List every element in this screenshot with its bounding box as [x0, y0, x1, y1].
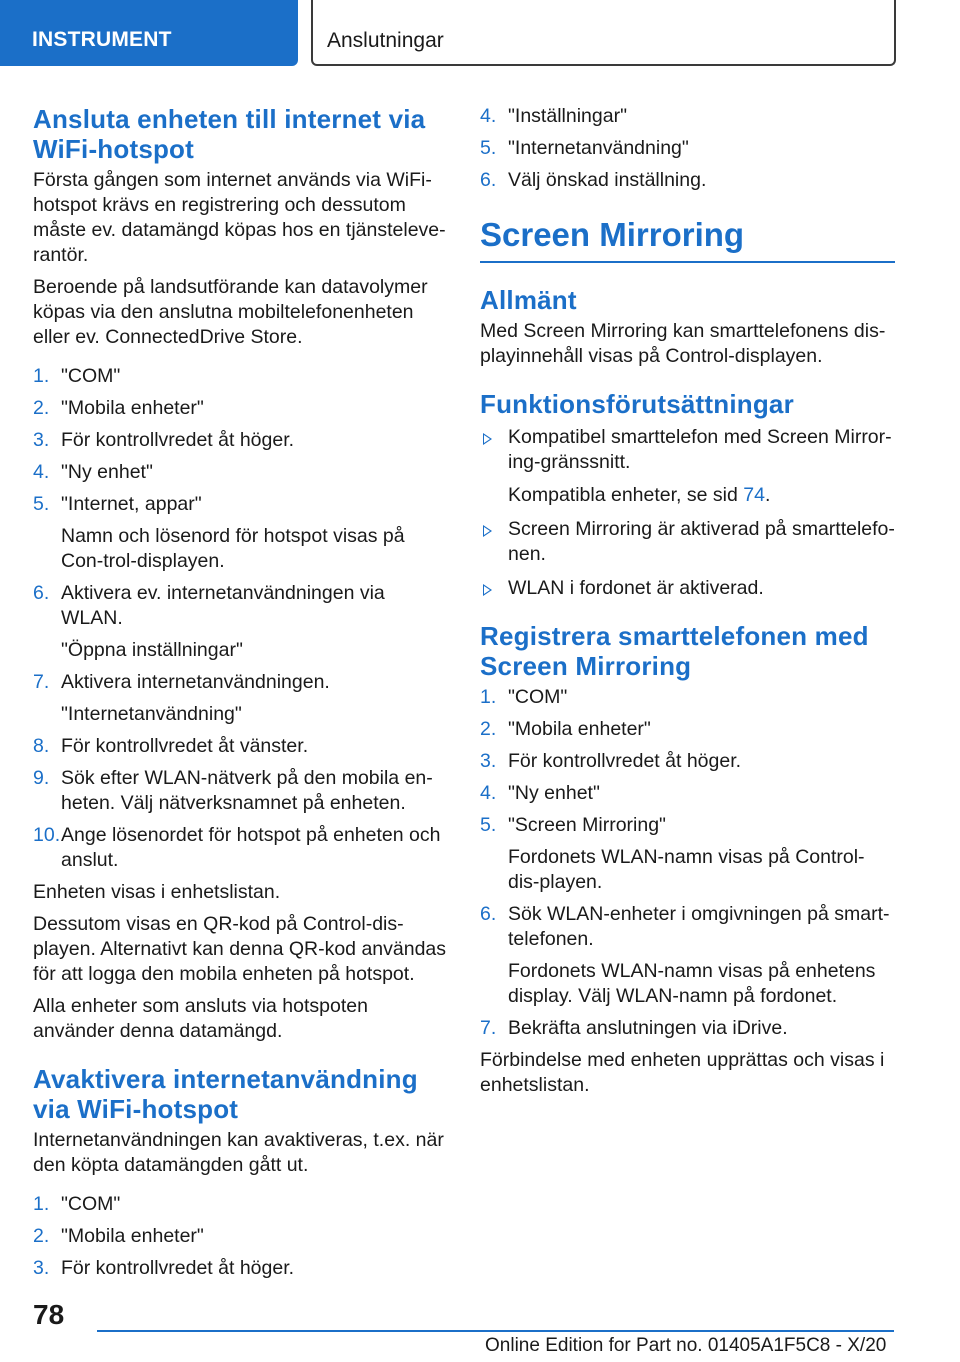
paragraph: Förbindelse med enheten upprättas och visas i enhetslistan.: [480, 1049, 885, 1096]
list-item: [480, 813, 895, 895]
chapter-label: Anslutningar: [327, 29, 444, 52]
step-text: "Mobila enheter": [508, 718, 651, 740]
step-text: "Mobila enheter": [61, 1225, 204, 1247]
triangle-bullet-icon: [483, 433, 492, 445]
heading-line: via WiFi-hotspot: [33, 1094, 239, 1124]
step-number: 6.: [480, 169, 497, 191]
step-text: Aktivera ev. internetanvändningen via WLAN.: [61, 582, 385, 629]
step-text: För kontrollvredet åt vänster.: [61, 735, 309, 757]
step-text: Sök WLAN-enheter i omgivningen på smart-telefonen.: [508, 903, 890, 950]
step-number: 8.: [33, 735, 50, 757]
step-text: "Mobila enheter": [61, 397, 204, 419]
list-item: [480, 576, 895, 601]
list-item: [33, 823, 448, 873]
paragraph: Dessutom visas en QR-kod på Control-dis-playen. Alternativt kan denna QR-kod användas för att logga den mobila enheten på hotspot.: [33, 913, 447, 985]
page-link[interactable]: 74: [743, 484, 765, 506]
section-tab: [0, 0, 298, 66]
paragraph: Första gången som internet används via WiFi-hotspot krävs en registrering och dessutom måste ev. datamängd köpas hos en tjänsteleve-rantör.: [33, 169, 446, 266]
step-text: "Ny enhet": [508, 782, 600, 804]
list-item: [480, 902, 895, 1009]
step-number: 3.: [480, 750, 497, 772]
list-item: [33, 1256, 448, 1281]
bullet-text: WLAN i fordonet är aktiverad.: [508, 577, 764, 599]
heading-requirements: Funktionsförutsättningar: [480, 389, 794, 419]
heading-line: Avaktivera internetanvändning: [33, 1064, 418, 1094]
list-item: [33, 492, 448, 574]
heading-line: WiFi-hotspot: [33, 134, 195, 164]
list-item: [33, 581, 448, 663]
sub-text: Kompatibla enheter, se sid: [508, 484, 744, 506]
step-number: 1.: [33, 365, 50, 387]
step-text: "Inställningar": [508, 105, 627, 127]
list-item: [480, 517, 895, 567]
step-number: 4.: [480, 782, 497, 804]
section-label: INSTRUMENT: [32, 28, 172, 51]
step-sub: Fordonets WLAN-namn visas på Control-dis-playen.: [508, 846, 865, 893]
list-item: [33, 396, 448, 421]
list-item: [33, 1192, 448, 1217]
step-number: 3.: [33, 429, 50, 451]
step-number: 1.: [480, 686, 497, 708]
list-item: [480, 685, 895, 710]
bullet-text: Screen Mirroring är aktiverad på smarttelefo-nen.: [508, 518, 895, 565]
step-number: 9.: [33, 767, 50, 789]
step-text: "COM": [508, 686, 568, 708]
step-text: Bekräfta anslutningen via iDrive.: [508, 1017, 788, 1039]
heading-line: Screen Mirroring: [480, 651, 692, 681]
step-number: 10.: [33, 824, 61, 846]
step-sub: Fordonets WLAN-namn visas på enhetens display. Välj WLAN-namn på fordonet.: [508, 960, 876, 1007]
list-item: [33, 670, 448, 727]
step-number: 6.: [33, 582, 50, 604]
list-item: [480, 136, 895, 161]
paragraph: Internetanvändningen kan avaktiveras, t.ex. när den köpta datamängden gått ut.: [33, 1129, 444, 1176]
bullet-sub: [508, 483, 895, 508]
step-number: 7.: [33, 671, 50, 693]
triangle-bullet-icon: [483, 584, 492, 596]
step-text: "Internet, appar": [61, 493, 202, 515]
list-item: [33, 428, 448, 453]
list-item: [480, 104, 895, 129]
step-text: "Screen Mirroring": [508, 814, 666, 836]
list-item: [33, 766, 448, 816]
step-number: 7.: [480, 1017, 497, 1039]
step-text: "Internetanvändning": [508, 137, 689, 159]
step-text: "COM": [61, 365, 121, 387]
step-number: 2.: [480, 718, 497, 740]
step-number: 5.: [480, 814, 497, 836]
list-item: [480, 168, 895, 193]
list-item: [33, 460, 448, 485]
step-number: 5.: [33, 493, 50, 515]
list-item: [33, 734, 448, 759]
list-item: [480, 781, 895, 806]
bullet-text: Kompatibel smarttelefon med Screen Mirror-ing-gränssnitt.: [508, 426, 892, 473]
step-number: 4.: [480, 105, 497, 127]
heading-screen-mirroring: Screen Mirroring: [480, 215, 895, 263]
chapter-tab: [311, 0, 896, 66]
step-text: Välj önskad inställning.: [508, 169, 707, 191]
list-item: [480, 717, 895, 742]
list-item: [480, 749, 895, 774]
step-text: Ange lösenordet för hotspot på enheten och anslut.: [61, 824, 441, 871]
list-item: [480, 1016, 895, 1041]
step-text: Sök efter WLAN-nätverk på den mobila en-heten. Välj nätverksnamnet på enheten.: [61, 767, 433, 814]
page-number: 78: [33, 1299, 65, 1330]
step-number: 1.: [33, 1193, 50, 1215]
step-text: För kontrollvredet åt höger.: [61, 429, 295, 451]
step-sub: "Internetanvändning": [61, 703, 242, 725]
paragraph: Beroende på landsutförande kan datavolymer köpas via den anslutna mobiltelefonenheten eller ev. ConnectedDrive Store.: [33, 276, 428, 348]
heading-deactivate: [33, 1064, 448, 1124]
heading-line: Registrera smarttelefonen med: [480, 621, 869, 651]
list-item: [33, 1224, 448, 1249]
paragraph: Med Screen Mirroring kan smarttelefonens dis-playinnehåll visas på Control-displayen.: [480, 320, 886, 367]
step-text: "COM": [61, 1193, 121, 1215]
step-number: 4.: [33, 461, 50, 483]
step-number: 2.: [33, 397, 50, 419]
steps-list: [480, 104, 895, 193]
step-number: 3.: [33, 1257, 50, 1279]
list-item: [33, 364, 448, 389]
step-number: 6.: [480, 903, 497, 925]
right-column: [480, 104, 895, 1105]
step-text: Aktivera internetanvändningen.: [61, 671, 330, 693]
steps-list: [33, 1192, 448, 1281]
step-number: 2.: [33, 1225, 50, 1247]
edition-text: Online Edition for Part no. 01405A1F5C8 - X/20: [485, 1335, 887, 1356]
steps-list: [480, 685, 895, 1041]
step-text: För kontrollvredet åt höger.: [508, 750, 742, 772]
left-column: [33, 104, 448, 1288]
footer-divider: [97, 1330, 894, 1332]
sub-text: .: [764, 484, 771, 506]
triangle-bullet-icon: [483, 525, 492, 537]
paragraph: Enheten visas i enhetslistan.: [33, 881, 281, 903]
requirements-list: [480, 425, 895, 601]
step-text: "Ny enhet": [61, 461, 153, 483]
steps-list: [33, 364, 448, 873]
step-number: 5.: [480, 137, 497, 159]
paragraph: Alla enheter som ansluts via hotspoten använder denna datamängd.: [33, 995, 368, 1042]
heading-general: Allmänt: [480, 285, 577, 315]
heading-line: Ansluta enheten till internet via: [33, 104, 426, 134]
heading-wifi-hotspot: [33, 104, 448, 164]
list-item: [480, 425, 895, 508]
step-sub: "Öppna inställningar": [61, 639, 243, 661]
step-text: För kontrollvredet åt höger.: [61, 1257, 295, 1279]
heading-register: [480, 621, 895, 681]
step-sub: Namn och lösenord för hotspot visas på Con-trol-displayen.: [61, 525, 405, 572]
